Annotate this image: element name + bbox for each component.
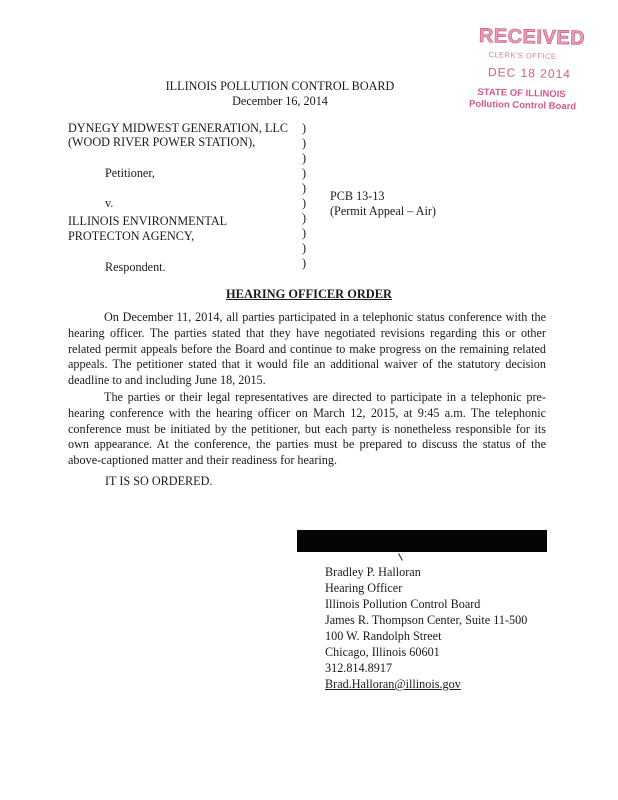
signer-title: Hearing Officer (325, 581, 403, 595)
petitioner-label: Petitioner, (105, 166, 155, 180)
order-paragraph-2 (68, 390, 546, 469)
order-closing: IT IS SO ORDERED. (105, 474, 213, 488)
stamp-received: RECEIVED (478, 24, 586, 50)
caption-paren: ) (302, 166, 307, 180)
signer-city: Chicago, Illinois 60601 (325, 645, 440, 659)
signer-address-line1: James R. Thompson Center, Suite 11-500 (325, 613, 528, 627)
order-paragraph-2-text: The parties or their legal representatives are directed to participate in a telephonic pre-hearing conference with the hearing officer on March 12, 2015, at 9:45 a.m. The telephonic conference must be initiated by the petitioner, but each party is nonetheless responsible for its own appearance. At the conference, the parties must be prepared to discuss the status of the above-captioned matter and their readiness for hearing. (68, 390, 546, 468)
respondent-name-line1: ILLINOIS ENVIRONMENTAL (68, 214, 228, 228)
caption-paren: ) (302, 256, 307, 270)
stamp-date: DEC 18 2014 (487, 65, 572, 82)
order-paragraph-1-text: On December 11, 2014, all parties participated in a telephonic status conference with the hearing officer. The parties stated that they have negotiated revisions regarding this or other related permit appeals before the Board and continue to make progress on the remaining related appeals. The petitioner stated that it would file an additional waiver of the statutory decision deadline to and including June 18, 2015. (68, 310, 546, 388)
petitioner-name-line1: DYNEGY MIDWEST GENERATION, LLC (68, 121, 289, 135)
signer-organization: Illinois Pollution Control Board (325, 597, 481, 611)
document-date: December 16, 2014 (232, 94, 328, 108)
signer-name: Bradley P. Halloran (325, 565, 421, 579)
signer-phone: 312.814.8917 (325, 661, 393, 675)
signature-stroke (398, 553, 403, 561)
caption-paren: ) (302, 151, 307, 165)
respondent-label: Respondent. (105, 260, 166, 274)
caption-paren: ) (302, 136, 307, 150)
respondent-name-line2: PROTECTON AGENCY, (68, 229, 195, 243)
stamp-clerk-office: CLERK'S OFFICE (488, 50, 557, 61)
signer-email-link[interactable]: Brad.Halloran@illinois.gov (325, 677, 461, 691)
order-paragraph-1 (68, 310, 546, 389)
case-type: (Permit Appeal – Air) (330, 204, 436, 218)
versus-label: v. (105, 196, 114, 210)
caption-paren: ) (302, 226, 307, 240)
caption-paren: ) (302, 121, 307, 135)
redacted-signature (297, 530, 547, 552)
stamp-state: STATE OF ILLINOIS (477, 86, 566, 101)
petitioner-name-line2: (WOOD RIVER POWER STATION), (68, 135, 256, 149)
caption-paren: ) (302, 211, 307, 225)
caption-paren: ) (302, 181, 307, 195)
case-number: PCB 13-13 (330, 189, 385, 203)
caption-paren: ) (302, 196, 307, 210)
order-heading: HEARING OFFICER ORDER (226, 287, 392, 301)
stamp-board: Pollution Control Board (468, 98, 577, 113)
board-name: ILLINOIS POLLUTION CONTROL BOARD (165, 79, 395, 93)
signer-address-line2: 100 W. Randolph Street (325, 629, 442, 643)
caption-paren: ) (302, 241, 307, 255)
